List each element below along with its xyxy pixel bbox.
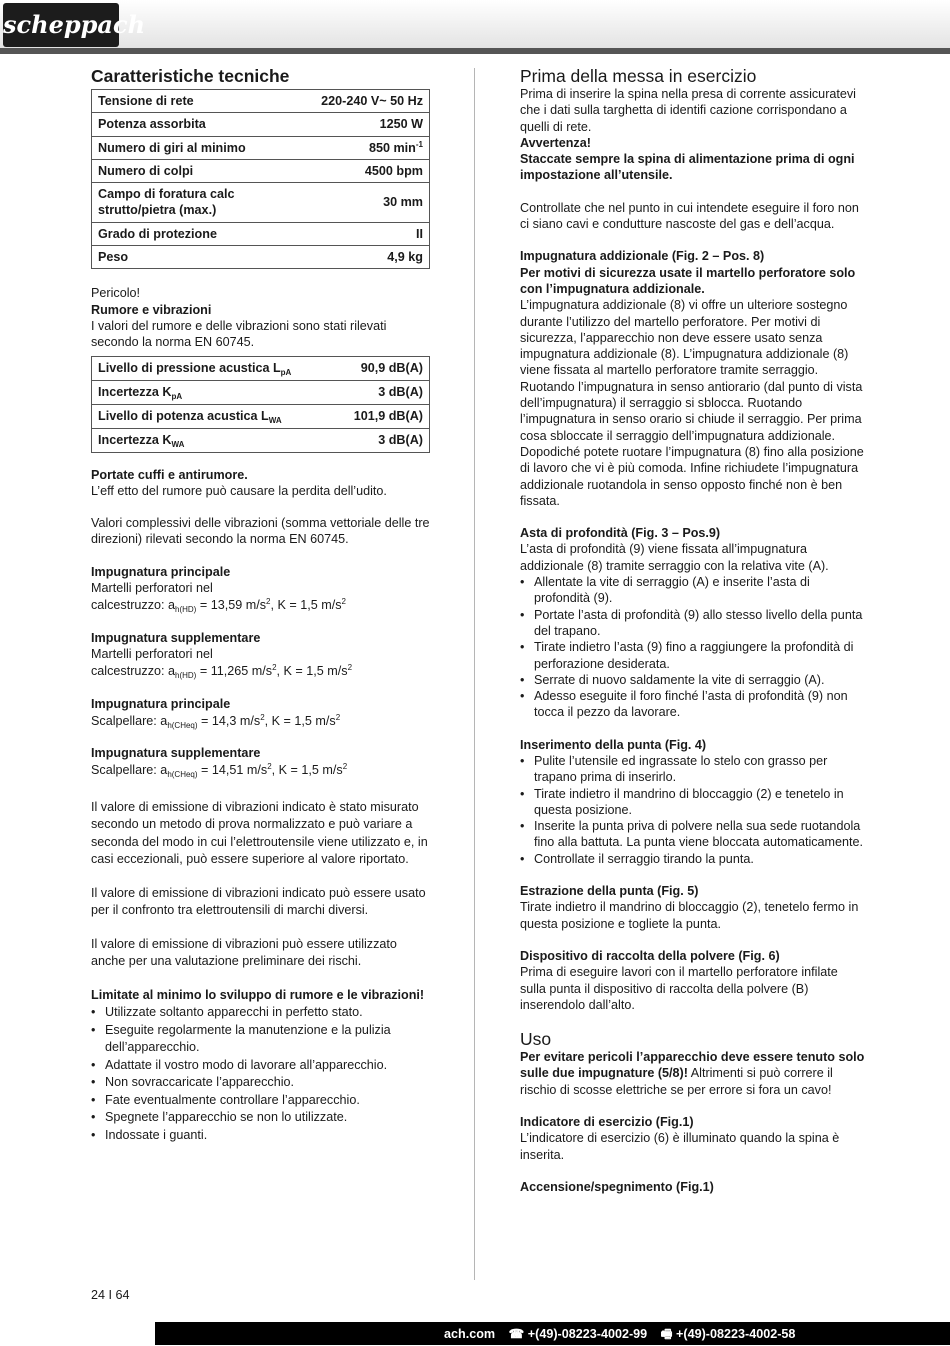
ear-text: L’eff etto del rumore può causare la perdita dell’udito. (91, 483, 387, 498)
vibration-total-text: Valori complessivi delle vibrazioni (somma vettoriale delle tre direzioni) rilevati secondo la norma EN 60745. (91, 516, 430, 547)
vib1-line1: Martelli perforatori nel (91, 581, 213, 596)
scheppach-logo: scheppach (3, 3, 119, 47)
footer-website: ach.com (444, 1327, 496, 1341)
vib1-value: calcestruzzo: $a_{h(HD)} = 13,59$ $m/s^2$, K = 1,5 $m/s^2$ (91, 597, 346, 615)
list-item: • Serrate di nuovo saldamente la vite di serraggio (A). (520, 672, 865, 688)
list-item: • Utilizzate soltanto apparecchi in perfetto stato. (91, 1004, 431, 1022)
extract-bit-heading: Estrazione della punta (Fig. 5) (520, 884, 699, 899)
header-divider (0, 48, 950, 54)
insert-bit-heading: Inserimento della punta (Fig. 4) (520, 737, 707, 752)
danger-label: Pericolo! (91, 286, 140, 301)
table-row: Potenza assorbita 1250 W (92, 113, 430, 136)
list-item: • Adattate il vostro modo di lavorare all’apparecchio. (91, 1057, 431, 1075)
vib-paragraph-3: Il valore di emissione di vibrazioni può essere utilizzato anche per una valutazione preliminare dei rischi. (91, 936, 397, 969)
warning-text: Staccate sempre la spina di alimentazione prima di ogni impostazione all’utensile. (520, 152, 855, 183)
depth-rod-list (520, 574, 865, 721)
depth-rod-heading: Asta di profondità (Fig. 3 – Pos.9) (520, 526, 721, 541)
list-item: • Pulite l’utensile ed ingrassate lo stelo con grasso per trapano prima di inserirlo. (520, 753, 865, 786)
noise-heading: Rumore e vibrazioni (91, 302, 212, 317)
limit-heading: Limitate al minimo lo sviluppo di rumore e le vibrazioni! (91, 987, 425, 1002)
depth-rod-text: L’asta di profondità (9) viene fissata all’impugnatura addizionale (8) tramite serraggio con la relativa vite (A). (520, 542, 829, 573)
indicator-heading: Indicatore di esercizio (Fig.1) (520, 1115, 694, 1130)
section-title-use: Uso (520, 1029, 552, 1050)
list-item: • Allentate la vite di serraggio (A) e inserite l’asta di profondità (9). (520, 574, 865, 607)
vib4-heading: Impugnatura supplementare (91, 746, 261, 761)
column-divider (474, 68, 475, 1280)
table-row: Numero di giri al minimo 850 $\min^{-1}$ (92, 136, 430, 159)
vib4-value: Scalpellare: $a_{h(CHeq)} = 14,51$ $m/s^2$, K = 1,5 $m/s^2$ (91, 762, 348, 780)
additional-handle-warning: Per motivi di sicurezza usate il martello perforatore solo con l’impugnatura addizionale. (520, 265, 856, 296)
ear-heading: Portate cuffi e antirumore. (91, 467, 248, 482)
list-item: • Non sovraccaricate l’apparecchio. (91, 1074, 431, 1092)
spec-table (91, 89, 430, 269)
table-row: Campo di foratura calc strutto/pietra (max.) 30 mm (92, 183, 430, 223)
list-item: • Adesso eseguite il foro finché l’asta di profondità (9) non tocca il pezzo da lavorare. (520, 688, 865, 721)
vib-paragraph-1: Il valore di emissione di vibrazioni indicato è stato misurato secondo un metodo di prova normalizzato e può variare a seconda del modo in cui l’elettroutensile viene utilizzato e, in casi eccezionali, può essere superiore al valore riportato. (91, 799, 428, 867)
vib2-line1: Martelli perforatori nel (91, 646, 213, 661)
vib2-value: calcestruzzo: $a_{h(HD)} = 11,265$ $m/s^2$, K = 1,5 $m/s^2$ (91, 663, 353, 681)
table-row: Livello di pressione acustica $L_{pA}$ 90,9 dB(A) (92, 356, 430, 380)
additional-handle-text: L’impugnatura addizionale (8) vi offre un ulteriore sostegno durante l’utilizzo del martello perforatore. Per motivi di sicurezza, l’apparecchio non deve essere usato senza impugnatura addizionale (8). L’impugnatura addizionale (8) viene fissata al martello perforatore tramite serraggio. Ruotando l’impugnatura in senso antiorario (dal punto di vista dell’impugnatura) il serraggio si sblocca. Ruotando l’impugnatura in senso orario si chiude il serraggio. Per prima cosa sbloccate il serraggio dell’impugnatura addizionale. Dopodiché potete ruotare l’impugnatura (8) fino alla posizione di lavoro che vi è più comoda. Infine richiudete l’impugnatura addizionale ruotandola in senso opposto finché non è ben fissata. (520, 298, 864, 508)
page-header (0, 0, 950, 50)
insert-bit-list (520, 753, 865, 867)
list-item: • Controllate il serraggio tirando la punta. (520, 851, 865, 867)
setup-text: Prima di inserire la spina nella presa di corrente assicuratevi che i dati sulla targhetta di identifi cazione corrispondano a quelli di rete. (520, 87, 856, 134)
list-item: • Fate eventualmente controllare l’apparecchio. (91, 1092, 431, 1110)
table-row: Numero di colpi 4500 bpm (92, 159, 430, 182)
left-column (91, 64, 431, 1144)
footer-fax: 🖷 +(49)-08223-4002-58 (660, 1327, 796, 1341)
vib2-heading: Impugnatura supplementare (91, 630, 261, 645)
page-footer (0, 1322, 950, 1345)
list-item: • Indossate i guanti. (91, 1127, 431, 1145)
additional-handle-heading: Impugnatura addizionale (Fig. 2 – Pos. 8) (520, 249, 765, 264)
table-row: Incertezza $K_{WA}$ 3 dB(A) (92, 428, 430, 452)
vib3-value: Scalpellare: $a_{h(CHeq)} = 14,3$ $m/s^2$, K = 1,5 $m/s^2$ (91, 712, 341, 730)
vib3-heading: Impugnatura principale (91, 696, 231, 711)
noise-table (91, 356, 430, 453)
section-title-setup: Prima della messa in esercizio (520, 66, 757, 86)
table-row: Livello di potenza acustica $L_{WA}$ 101,9 dB(A) (92, 404, 430, 428)
warning-label: Avvertenza! (520, 135, 591, 150)
vib1-heading: Impugnatura principale (91, 564, 231, 579)
dust-collector-text: Prima di eseguire lavori con il martello perforatore infilate sulla punta il dispositivo di raccolta della polvere (B) inserendolo dall’alto. (520, 965, 838, 1012)
use-text: Per evitare pericoli l’apparecchio deve essere tenuto solo sulle due impugnature (5/8)! Altrimenti si può correre il rischio di scosse elettriche se per errore si fora un cavo! (520, 1050, 865, 1097)
table-row: Incertezza $K_{pA}$ 3 dB(A) (92, 380, 430, 404)
list-item: • Spegnete l’apparecchio se non lo utilizzate. (91, 1109, 431, 1127)
dust-collector-heading: Dispositivo di raccolta della polvere (Fig. 6) (520, 948, 780, 963)
list-item: • Inserite la punta priva di polvere nella sua sede ruotandola fino alla battuta. La punta viene bloccata automaticamente. (520, 818, 865, 851)
list-item: • Tirate indietro l’asta (9) fino a raggiungere la profondità di perforazione desiderata. (520, 639, 865, 672)
page-number: 24 I 64 (91, 1288, 130, 1302)
noise-text: I valori del rumore e delle vibrazioni sono stati rilevati secondo la norma EN 60745. (91, 318, 387, 350)
on-off-heading: Accensione/spegnimento (Fig.1) (520, 1179, 714, 1194)
section-title-tech: Caratteristiche tecniche (91, 66, 290, 86)
right-column (520, 64, 865, 1195)
list-item: • Tirate indietro il mandrino di bloccaggio (2) e tenetelo in questa posizione. (520, 786, 865, 819)
vib-paragraph-2: Il valore di emissione di vibrazioni indicato può essere usato per il confronto tra elettroutensili di marchi diversi. (91, 885, 426, 918)
footer-phone: ☎ +(49)-08223-4002-99 (508, 1327, 648, 1341)
table-row: Peso 4,9 kg (92, 246, 430, 269)
table-row: Tensione di rete 220-240 V~ 50 Hz (92, 90, 430, 113)
limit-list (91, 1004, 431, 1144)
extract-bit-text: Tirate indietro il mandrino di bloccaggio (2), tenetelo fermo in questa posizione e togliete la punta. (520, 900, 859, 931)
list-item: • Portate l’asta di profondità (9) allo stesso livello della punta del trapano. (520, 607, 865, 640)
check-cables-text: Controllate che nel punto in cui intendete eseguire il foro non ci siano cavi e condutture nascoste del gas e dell’acqua. (520, 200, 859, 232)
indicator-text: L’indicatore di esercizio (6) è illuminato quando la spina è inserita. (520, 1131, 840, 1162)
list-item: • Eseguite regolarmente la manutenzione e la pulizia dell’apparecchio. (91, 1022, 431, 1057)
table-row: Grado di protezione II (92, 222, 430, 245)
